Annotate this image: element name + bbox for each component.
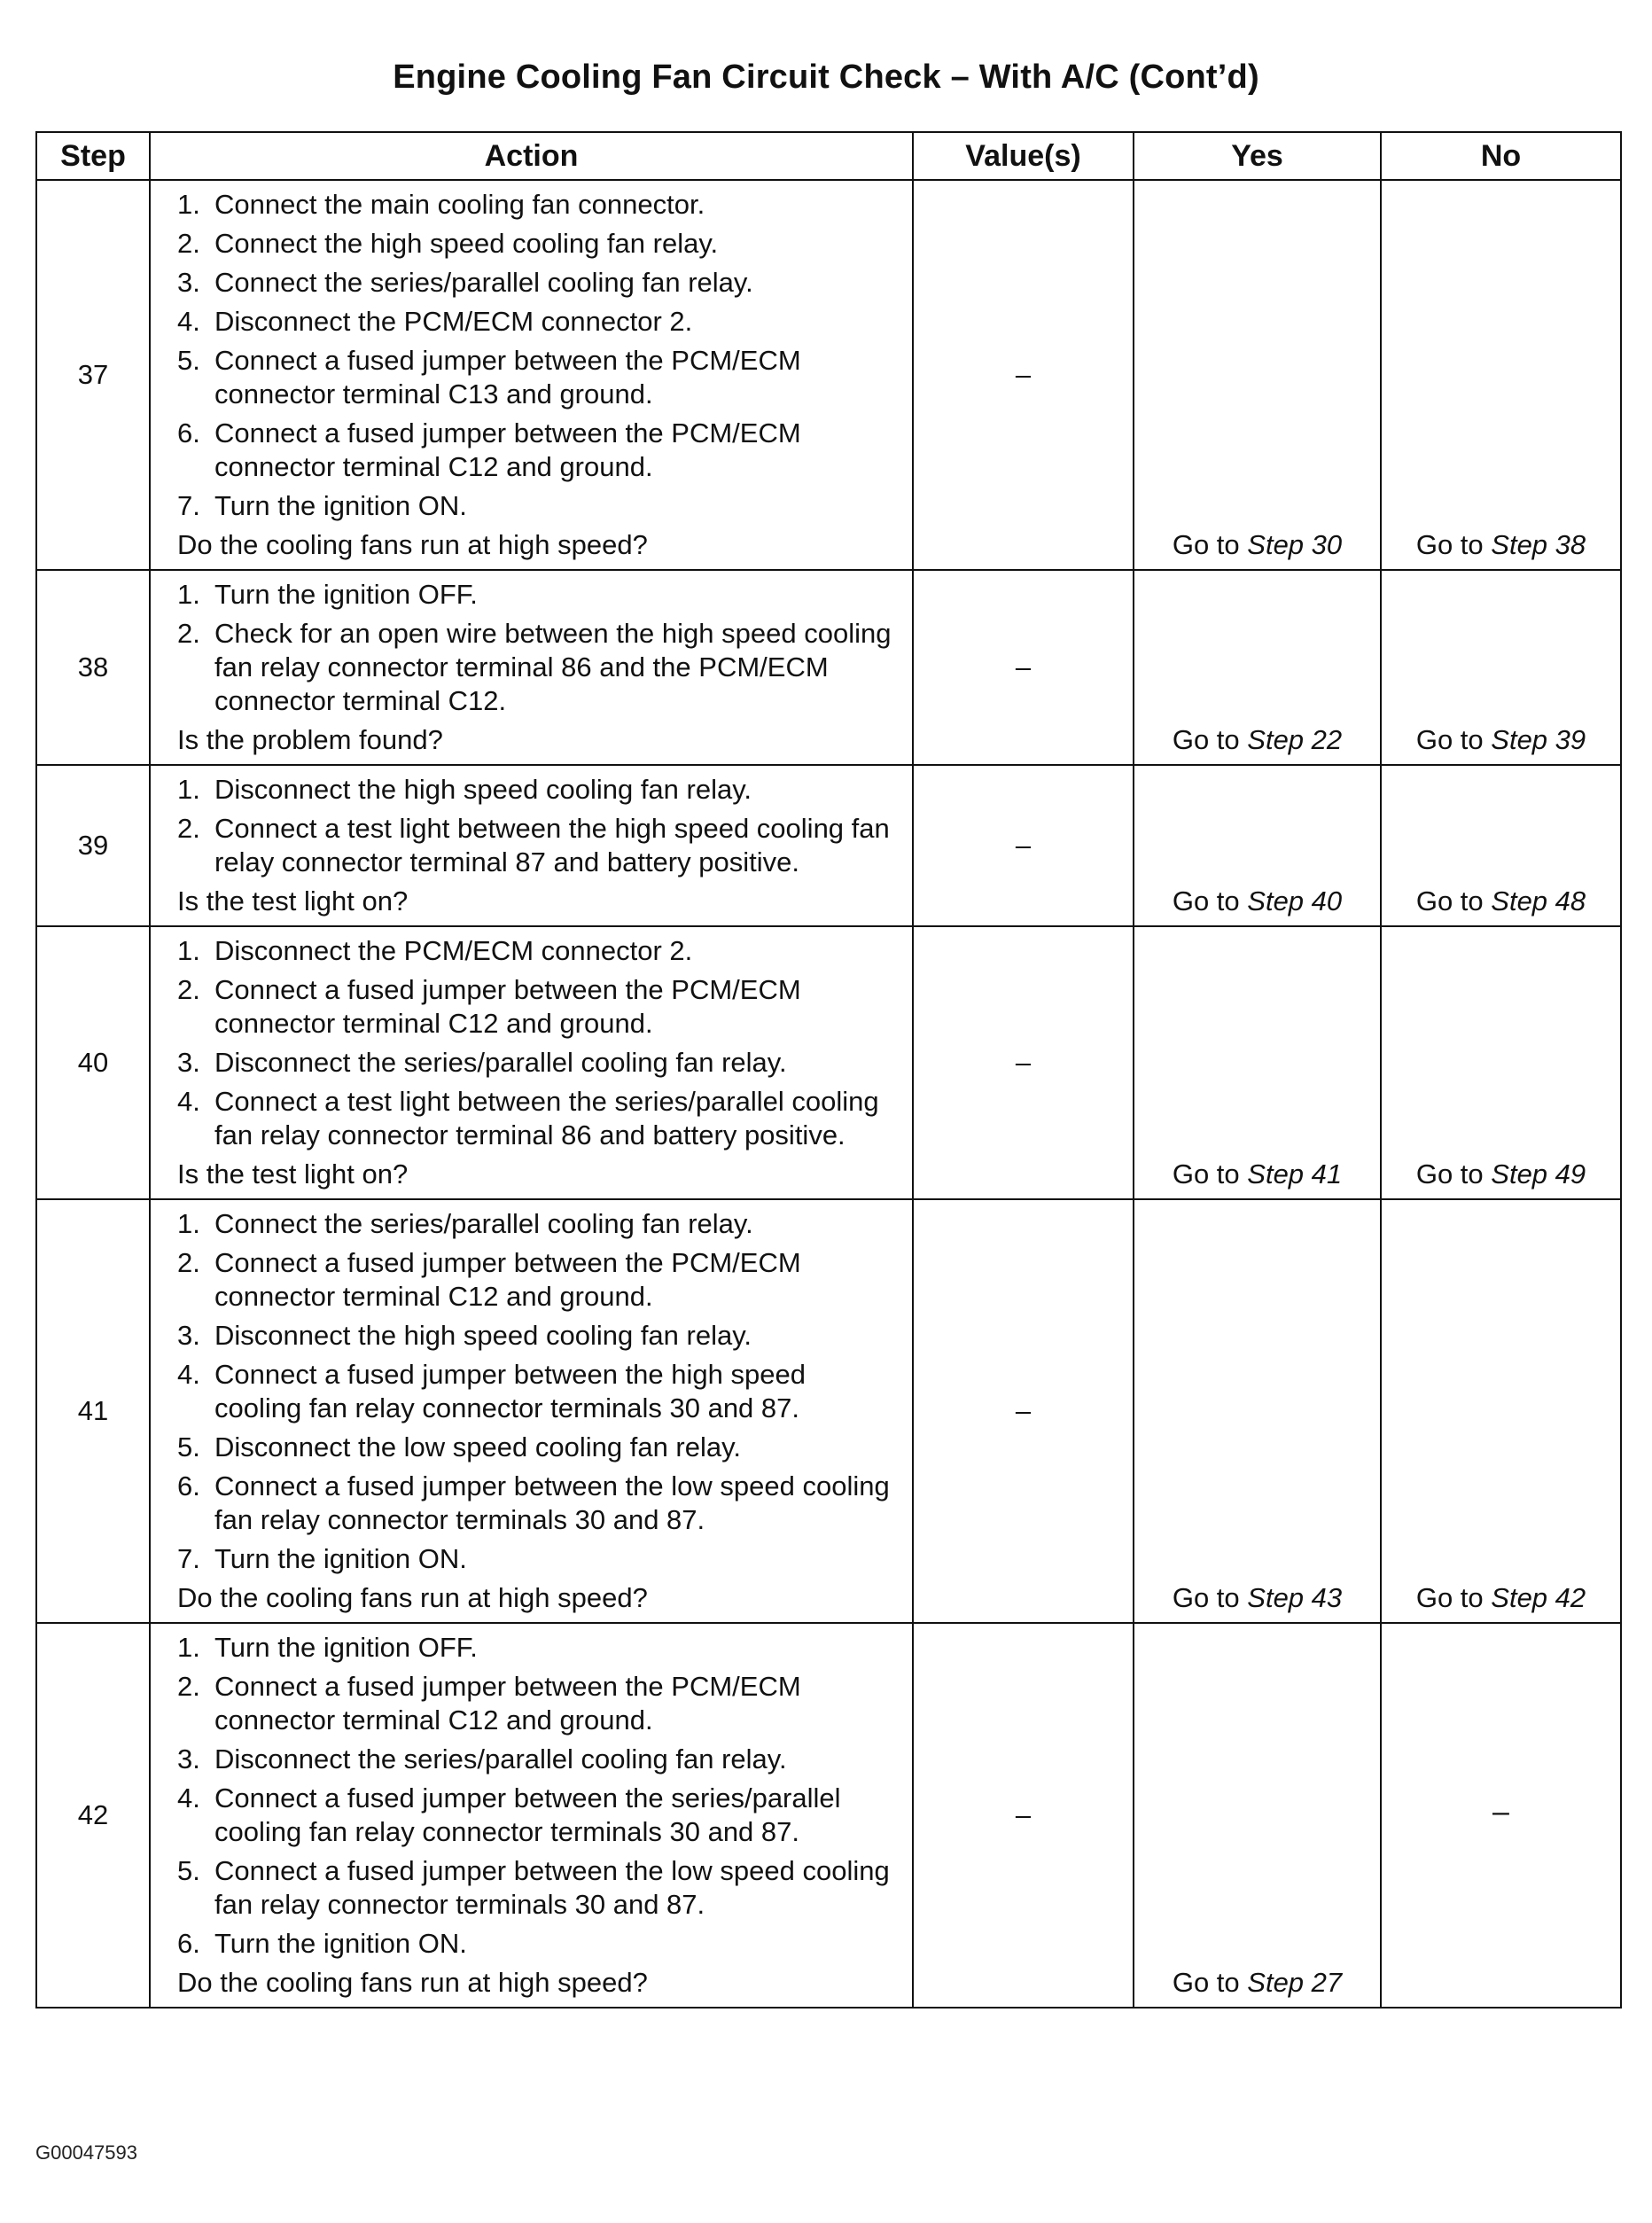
value-cell: – <box>913 1199 1134 1623</box>
action-item: 3. Disconnect the series/parallel cooling fan relay. <box>177 1743 787 1774</box>
action-item: 3. Connect the series/parallel cooling fan relay. <box>177 267 753 298</box>
header-yes: Yes <box>1134 132 1381 180</box>
table-row <box>36 1623 1621 2008</box>
no-cell: Go to Step 49 <box>1381 926 1621 1199</box>
action-item: 4. Connect a fused jumper between the high speed cooling fan relay connector terminals 30 and 87. <box>177 1359 806 1424</box>
step-number: 42 <box>36 1623 150 2008</box>
action-item: 2. Connect a fused jumper between the PCM/ECM connector terminal C12 and ground. <box>177 1247 801 1312</box>
action-item: 2. Check for an open wire between the high speed cooling fan relay connector terminal 86 and the PCM/ECM connector terminal C12. <box>177 618 892 716</box>
action-item: 4. Disconnect the PCM/ECM connector 2. <box>177 306 693 337</box>
action-item: 1. Turn the ignition OFF. <box>177 579 478 610</box>
figure-id: G00047593 <box>35 2141 137 2164</box>
no-cell: Go to Step 48 <box>1381 765 1621 926</box>
action-item: 2. Connect a fused jumper between the PCM/ECM connector terminal C12 and ground. <box>177 1671 801 1736</box>
action-item: 4. Connect a test light between the series/parallel cooling fan relay connector terminal 86 and battery positive. <box>177 1086 879 1150</box>
yes-cell: Go to Step 30 <box>1134 180 1381 570</box>
action-item: 3. Disconnect the series/parallel cooling fan relay. <box>177 1047 787 1078</box>
action-item: 5. Connect a fused jumper between the PCM/ECM connector terminal C13 and ground. <box>177 345 801 410</box>
action-item: 2. Connect the high speed cooling fan relay. <box>177 228 719 259</box>
action-item: 2. Connect a fused jumper between the PCM/ECM connector terminal C12 and ground. <box>177 974 801 1039</box>
action-cell <box>150 1199 913 1623</box>
table-row <box>36 926 1621 1199</box>
value-cell: – <box>913 926 1134 1199</box>
table-row <box>36 765 1621 926</box>
yes-cell: Go to Step 43 <box>1134 1199 1381 1623</box>
action-item: 1. Turn the ignition OFF. <box>177 1632 478 1663</box>
step-number: 38 <box>36 570 150 765</box>
action-item: 5. Disconnect the low speed cooling fan relay. <box>177 1431 741 1462</box>
step-number: 40 <box>36 926 150 1199</box>
header-step: Step <box>36 132 150 180</box>
yes-cell: Go to Step 22 <box>1134 570 1381 765</box>
action-question: Is the problem found? <box>177 724 443 755</box>
action-item: 6. Connect a fused jumper between the PCM/ECM connector terminal C12 and ground. <box>177 417 801 482</box>
header-action: Action <box>150 132 913 180</box>
action-item: 5. Connect a fused jumper between the low speed cooling fan relay connector terminals 30 and 87. <box>177 1855 890 1920</box>
action-question: Is the test light on? <box>177 885 409 916</box>
step-number: 39 <box>36 765 150 926</box>
action-item: 7. Turn the ignition ON. <box>177 1543 467 1574</box>
value-cell: – <box>913 180 1134 570</box>
action-cell <box>150 926 913 1199</box>
action-question: Do the cooling fans run at high speed? <box>177 529 648 560</box>
action-cell <box>150 180 913 570</box>
no-cell: Go to Step 42 <box>1381 1199 1621 1623</box>
page-title: Engine Cooling Fan Circuit Check – With A/C (Cont’d) <box>393 58 1259 96</box>
action-item: 4. Connect a fused jumper between the series/parallel cooling fan relay connector terminals 30 and 87. <box>177 1782 841 1847</box>
action-item: 1. Disconnect the high speed cooling fan relay. <box>177 774 752 805</box>
no-cell: Go to Step 39 <box>1381 570 1621 765</box>
action-item: 6. Connect a fused jumper between the low speed cooling fan relay connector terminals 30 and 87. <box>177 1470 890 1535</box>
value-cell: – <box>913 570 1134 765</box>
yes-cell: Go to Step 27 <box>1134 1623 1381 2008</box>
yes-cell: Go to Step 41 <box>1134 926 1381 1199</box>
value-cell: – <box>913 765 1134 926</box>
no-cell: Go to Step 38 <box>1381 180 1621 570</box>
action-item: 3. Disconnect the high speed cooling fan relay. <box>177 1320 752 1351</box>
yes-cell: Go to Step 40 <box>1134 765 1381 926</box>
header-row <box>36 132 1621 180</box>
table-row <box>36 180 1621 570</box>
action-question: Is the test light on? <box>177 1158 409 1190</box>
value-cell: – <box>913 1623 1134 2008</box>
step-number: 37 <box>36 180 150 570</box>
action-item: 1. Connect the main cooling fan connector. <box>177 189 705 220</box>
table-row <box>36 570 1621 765</box>
action-item: 6. Turn the ignition ON. <box>177 1928 467 1959</box>
action-item: 2. Connect a test light between the high speed cooling fan relay connector terminal 87 and battery positive. <box>177 813 890 878</box>
action-cell <box>150 765 913 926</box>
diagnostic-table <box>35 131 1622 2008</box>
table-row <box>36 1199 1621 1623</box>
action-item: 1. Connect the series/parallel cooling fan relay. <box>177 1208 753 1239</box>
action-cell <box>150 1623 913 2008</box>
header-no: No <box>1381 132 1621 180</box>
header-values: Value(s) <box>913 132 1134 180</box>
action-question: Do the cooling fans run at high speed? <box>177 1967 648 1998</box>
action-question: Do the cooling fans run at high speed? <box>177 1582 648 1613</box>
no-cell: – <box>1381 1623 1621 2008</box>
action-item: 7. Turn the ignition ON. <box>177 490 467 521</box>
step-number: 41 <box>36 1199 150 1623</box>
action-cell <box>150 570 913 765</box>
action-item: 1. Disconnect the PCM/ECM connector 2. <box>177 935 693 966</box>
